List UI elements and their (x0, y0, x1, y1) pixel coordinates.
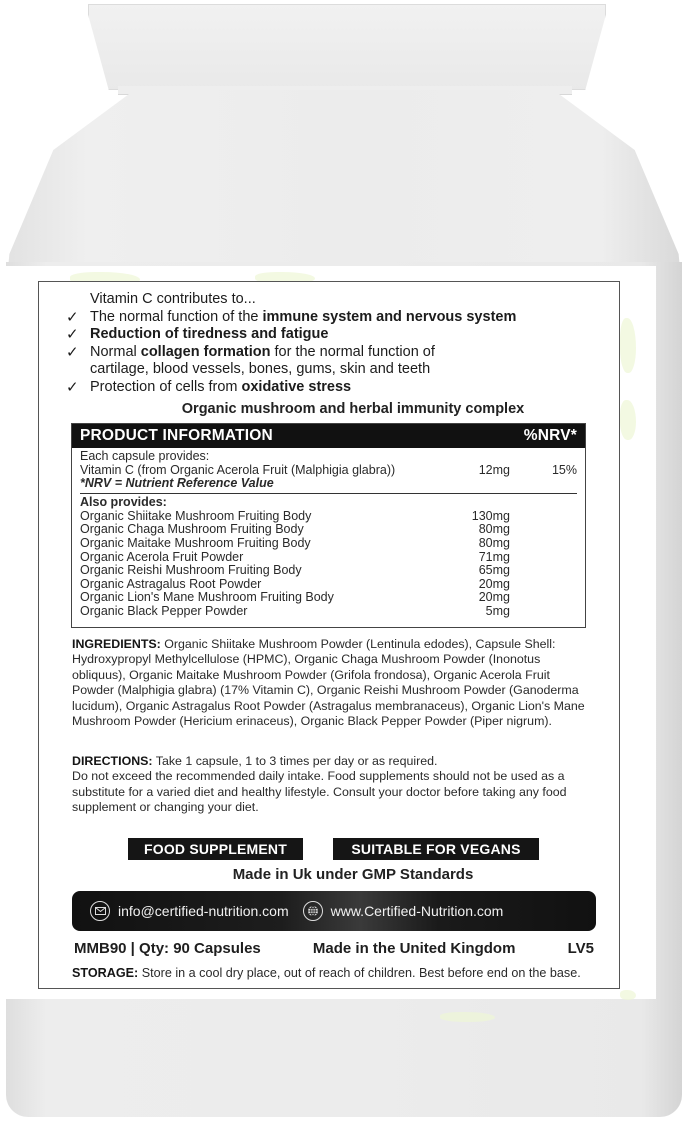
table-row (80, 605, 577, 619)
directions-label: DIRECTIONS: (72, 754, 153, 768)
website-link[interactable]: www.Certified-Nutrition.com (330, 903, 504, 919)
table-row (80, 551, 577, 565)
globe-icon (303, 901, 323, 921)
website-contact[interactable] (303, 901, 504, 921)
directions-paragraph (72, 754, 592, 816)
ingredient-amount: 80mg (478, 536, 510, 551)
product-information-title: PRODUCT INFORMATION (80, 427, 273, 444)
gmp-statement: Made in Uk under GMP Standards (232, 866, 474, 883)
table-row (80, 523, 577, 537)
decorative-leaf (620, 990, 636, 1000)
envelope-icon (90, 901, 110, 921)
ingredient-name: Organic Chaga Mushroom Fruiting Body (80, 522, 304, 537)
ingredient-amount: 130mg (471, 508, 510, 523)
ingredients-paragraph (72, 637, 592, 729)
benefit-emphasis: collagen formation (140, 343, 271, 360)
vegan-badge: SUITABLE FOR VEGANS (333, 838, 539, 860)
product-information-table (71, 423, 586, 628)
ingredient-amount: 20mg (478, 590, 510, 605)
food-supplement-badge: FOOD SUPPLEMENT (128, 838, 303, 860)
benefit-text: The normal function of the (90, 308, 263, 325)
ingredients-text: Organic Shiitake Mushroom Powder (Lentinula edodes), Capsule Shell: Hydroxypropyl Methylcellulose (HPMC), Organic Chaga Mushroom Powder (Inonotus obliquus), Organic Maitake Mushroom Powder (Grifola frondosa), Organic Acerola Fruit Powder (Malphigia glabra) (17% Vitamin C), Organic Reishi Mushroom Powder (Ganoderma lucidum), Organic Astragalus Root Powder (Astragalus membranaceus), Organic Lion's Mane Mushroom Powder (Hericium erinaceus), Organic Black Pepper Powder (Piper nigrum). (72, 637, 585, 729)
decorative-leaf (440, 1012, 495, 1022)
table-row (80, 510, 577, 524)
benefit-text: Normal (90, 343, 141, 360)
check-icon: ✓ (66, 343, 79, 361)
nutrient-nrv: 15% (551, 462, 577, 477)
check-icon: ✓ (66, 326, 79, 343)
ingredient-name: Organic Astragalus Root Powder (80, 576, 262, 591)
storage-text: Store in a cool dry place, out of reach of children. Best before end on the base. (138, 966, 581, 980)
table-row (80, 464, 577, 478)
benefit-emphasis: oxidative stress (241, 378, 352, 395)
also-provides-section (72, 494, 585, 618)
ingredient-name: Organic Acerola Fruit Powder (80, 549, 244, 564)
complex-title: Organic mushroom and herbal immunity complex (181, 401, 525, 417)
benefit-item (66, 326, 516, 344)
ingredient-name: Organic Shiitake Mushroom Fruiting Body (80, 508, 312, 523)
storage-paragraph (72, 965, 592, 981)
table-row (80, 591, 577, 605)
ingredient-amount: 71mg (478, 549, 510, 564)
ingredient-amount: 5mg (485, 604, 510, 619)
check-icon: ✓ (66, 378, 79, 396)
benefit-item (66, 343, 516, 379)
benefit-item (66, 378, 516, 397)
product-information-header (72, 424, 585, 448)
benefit-text: for the normal function of (270, 343, 435, 360)
benefit-text: Protection of cells from (90, 378, 242, 395)
nutrient-name: Vitamin C (from Organic Acerola Fruit (Malphigia glabra)) (80, 462, 396, 477)
per-capsule-section (72, 448, 585, 491)
contact-bar (72, 891, 596, 931)
benefit-emphasis: Reduction of tiredness and fatigue (90, 326, 329, 342)
table-row (80, 537, 577, 551)
ingredient-name: Organic Maitake Mushroom Fruiting Body (80, 536, 311, 551)
nrv-column-header: %NRV* (523, 427, 577, 444)
storage-label: STORAGE: (72, 966, 139, 980)
bottle-shoulder (6, 90, 682, 290)
directions-text: Do not exceed the recommended daily intake. Food supplements should not be used as a substitute for a varied diet and healthy lifestyle. Consult your doctor before taking any food supplement or changing your diet. (72, 769, 567, 815)
benefit-item (66, 308, 517, 327)
ingredient-name: Organic Black Pepper Powder (80, 604, 248, 619)
also-provides-label: Also provides: (80, 495, 167, 510)
email-contact[interactable] (90, 901, 289, 921)
nutrient-amount: 12mg (478, 462, 510, 477)
ingredient-amount: 80mg (478, 522, 510, 537)
benefit-text: cartilage, blood vessels, bones, gums, skin and teeth (90, 361, 431, 377)
ingredient-name: Organic Lion's Mane Mushroom Fruiting Body (80, 590, 334, 605)
benefit-emphasis: immune system and nervous system (262, 308, 517, 325)
origin: Made in the United Kingdom (312, 940, 516, 957)
benefits-intro: Vitamin C contributes to... (90, 291, 256, 307)
label-version: LV5 (567, 940, 594, 957)
email-link[interactable]: info@certified-nutrition.com (118, 903, 289, 919)
check-icon: ✓ (66, 308, 79, 326)
directions-first-line: Take 1 capsule, 1 to 3 times per day or as required. (152, 754, 438, 768)
ingredient-amount: 65mg (478, 563, 510, 578)
each-capsule-label: Each capsule provides: (80, 449, 210, 463)
product-meta (74, 940, 594, 957)
ingredients-label: INGREDIENTS: (72, 637, 161, 651)
nrv-footnote: *NRV = Nutrient Reference Value (80, 476, 274, 491)
table-row (80, 578, 577, 592)
ingredient-name: Organic Reishi Mushroom Fruiting Body (80, 563, 302, 578)
vitamin-c-benefits (66, 291, 517, 396)
ingredient-amount: 20mg (478, 576, 510, 591)
product-code-quantity: MMB90 | Qty: 90 Capsules (74, 940, 261, 957)
table-row (80, 564, 577, 578)
bottle-cap (88, 4, 606, 90)
